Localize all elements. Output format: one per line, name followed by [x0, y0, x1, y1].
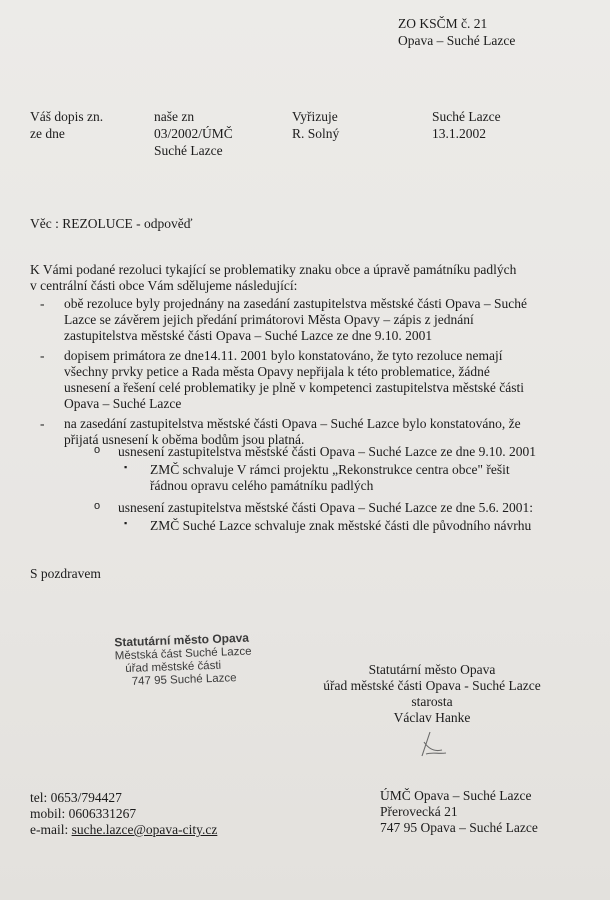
stamp-line: Statutární město Opava [114, 630, 250, 650]
circle-bullet: o [94, 500, 101, 512]
detail-item [124, 518, 568, 534]
detail-line: ZMČ schvaluje V rámci projektu „Rekonstrukce centra obce" řešit [150, 462, 510, 477]
address-line: ÚMČ Opava – Suché Lazce [380, 788, 532, 803]
email-link[interactable]: suche.lazce@opava-city.cz [71, 822, 218, 837]
ref-place: Suché Lazce [432, 109, 501, 124]
intro-line: v centrální části obce Vám sdělujeme následující: [30, 278, 298, 293]
dash-list [40, 296, 564, 448]
list-item [40, 348, 564, 412]
ref-value: 03/2002/ÚMČ [154, 126, 233, 141]
signature-block [312, 662, 552, 726]
ref-label: Váš dopis zn. [30, 109, 104, 124]
dash-bullet: - [40, 296, 45, 311]
official-stamp [114, 631, 253, 690]
address-block [380, 788, 538, 836]
detail-line: ZMČ Suché Lazce schvaluje znak městské části dle původního návrhu [150, 518, 532, 533]
handwritten-signature [412, 730, 452, 760]
sub-item-line: usnesení zastupitelstva městské části Opava – Suché Lazce ze dne 9.10. 2001 [118, 444, 536, 459]
recipient-line-1: ZO KSČM č. 21 [398, 16, 488, 31]
ref-column-your-letter [30, 108, 103, 142]
intro-line: K Vámi podané rezoluci tykající se problematiky znaku obce a úpravě památníku padlých [30, 262, 517, 277]
closing-greeting: S pozdravem [30, 566, 101, 581]
address-line: Přerovecká 21 [380, 804, 458, 819]
sub-list-item [94, 444, 568, 494]
list-item-line: na zasedání zastupitelstva městské části Opava – Suché Lazce bylo konstatováno, že [64, 416, 521, 431]
signature-line: starosta [411, 694, 453, 709]
ref-value: R. Solný [292, 126, 340, 141]
square-bullet: ▪ [124, 462, 128, 472]
sub-list [94, 444, 568, 534]
list-item-line: přijatá usnesení k oběma bodům jsou platná. [64, 432, 305, 447]
list-item-line: všechny prvky petice a Rada města Opavy nepřijala k této problematice, žádné [64, 364, 490, 379]
signature-line: úřad městské části Opava - Suché Lazce [323, 678, 541, 693]
contact-email-row [30, 822, 217, 838]
subject-line: Věc : REZOLUCE - odpověď [30, 216, 193, 231]
list-item-line: zastupitelstva městské části Opava – Suché Lazce ze dne 9.10. 2001 [64, 328, 433, 343]
ref-label: ze dne [30, 126, 65, 141]
intro-paragraph [30, 262, 560, 294]
circle-bullet: o [94, 444, 101, 456]
contact-phone: tel: 0653/794427 [30, 790, 122, 805]
ref-label: naše zn [154, 109, 195, 124]
email-label: e-mail: [30, 822, 72, 837]
recipient-line-2: Opava – Suché Lazce [398, 33, 516, 48]
contact-block [30, 790, 217, 838]
sub-item-line: usnesení zastupitelstva městské části Opava – Suché Lazce ze dne 5.6. 2001: [118, 500, 533, 515]
stamp-line: Městská část Suché Lazce [114, 645, 252, 663]
signature-line: Václav Hanke [393, 710, 471, 725]
ref-value: Suché Lazce [154, 143, 223, 158]
ref-column-our-ref [154, 108, 233, 159]
dash-bullet: - [40, 416, 45, 431]
stamp-line: úřad městské části [125, 659, 222, 676]
signature-line: Statutární město Opava [368, 662, 496, 677]
list-item-line: obě rezoluce byly projednány na zasedání zastupitelstva městské části Opava – Suché [64, 296, 527, 311]
ref-date: 13.1.2002 [432, 126, 486, 141]
list-item [40, 296, 564, 344]
sub-list-item [94, 500, 568, 534]
address-line: 747 95 Opava – Suché Lazce [380, 820, 538, 835]
detail-item [124, 462, 568, 494]
list-item-line: usnesení a řešení celé problematiky je plně v kompetenci zastupitelstva městské části [64, 380, 524, 395]
detail-line: řádnou opravu celého památníku padlých [150, 478, 374, 493]
stamp-line: 747 95 Suché Lazce [131, 672, 237, 688]
list-item-line: Opava – Suché Lazce [64, 396, 182, 411]
list-item-line: dopisem primátora ze dne14.11. 2001 bylo konstatováno, že tyto rezoluce nemají [64, 348, 503, 363]
ref-column-place-date [432, 108, 501, 142]
ref-column-handled-by [292, 108, 339, 142]
contact-mobile: mobil: 0606331267 [30, 806, 137, 821]
ref-label: Vyřizuje [292, 109, 338, 124]
dash-bullet: - [40, 348, 45, 363]
list-item-line: Lazce se závěrem jejich předání primátorovi Města Opavy – zápis z jednání [64, 312, 474, 327]
square-bullet: ▪ [124, 518, 128, 528]
